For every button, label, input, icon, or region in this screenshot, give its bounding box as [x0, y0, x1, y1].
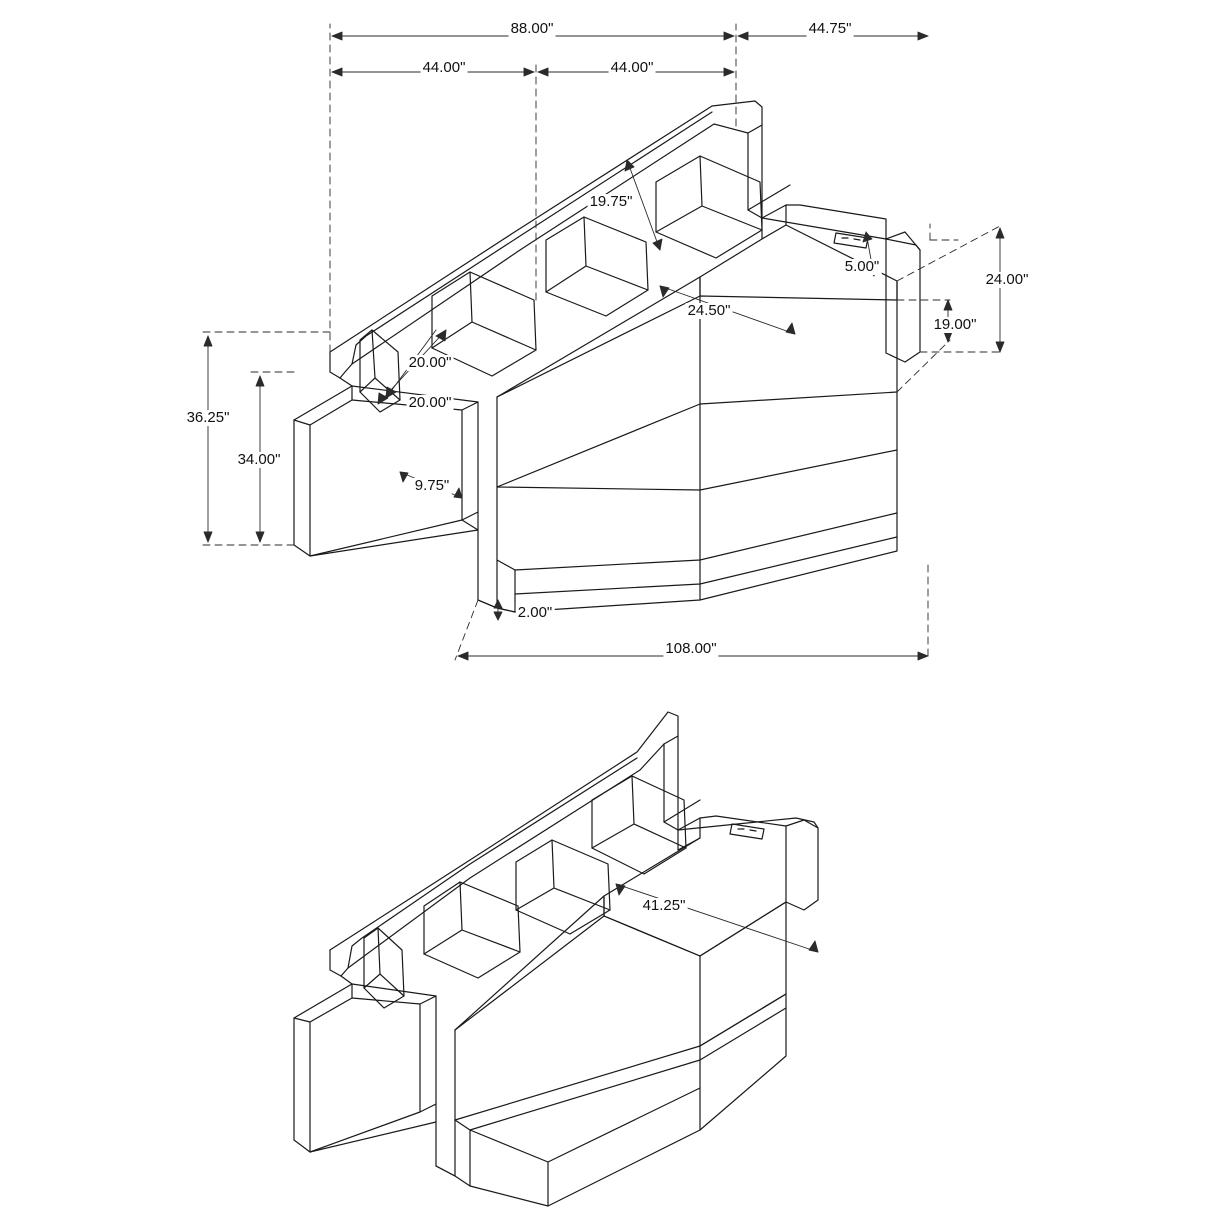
dim-label-seat-depth-chaise: 24.50"	[687, 302, 731, 319]
dim-label-back-cushion-height: 19.75"	[589, 193, 633, 210]
dim-label-back-height: 34.00"	[237, 451, 281, 468]
dim-label-seat-depth-right: 19.00"	[933, 316, 977, 333]
lower-view-sofa-bed-body	[294, 712, 818, 1206]
dim-label-pillow-size-a: 20.00"	[408, 354, 452, 371]
dim-label-overall-height: 36.25"	[186, 409, 230, 426]
dim-label-width-chaise: 44.75"	[808, 20, 852, 37]
upper-view-sofa-body	[294, 101, 920, 612]
dim-label-arm-width: 9.75"	[414, 477, 450, 494]
dim-label-pillow-size-b: 20.00"	[408, 394, 452, 411]
dim-label-width-right-seat: 44.00"	[610, 59, 654, 76]
dim-label-width-left-seat: 44.00"	[422, 59, 466, 76]
dim-label-bed-depth: 41.25"	[642, 897, 686, 914]
dim-label-overall-depth-right: 24.00"	[985, 271, 1029, 288]
dim-label-overall-width: 108.00"	[665, 640, 717, 657]
dim-label-arm-pad-thickness: 5.00"	[844, 258, 880, 275]
dim-label-width-overall-back: 88.00"	[510, 20, 554, 37]
dim-label-leg-height: 2.00"	[517, 604, 553, 621]
